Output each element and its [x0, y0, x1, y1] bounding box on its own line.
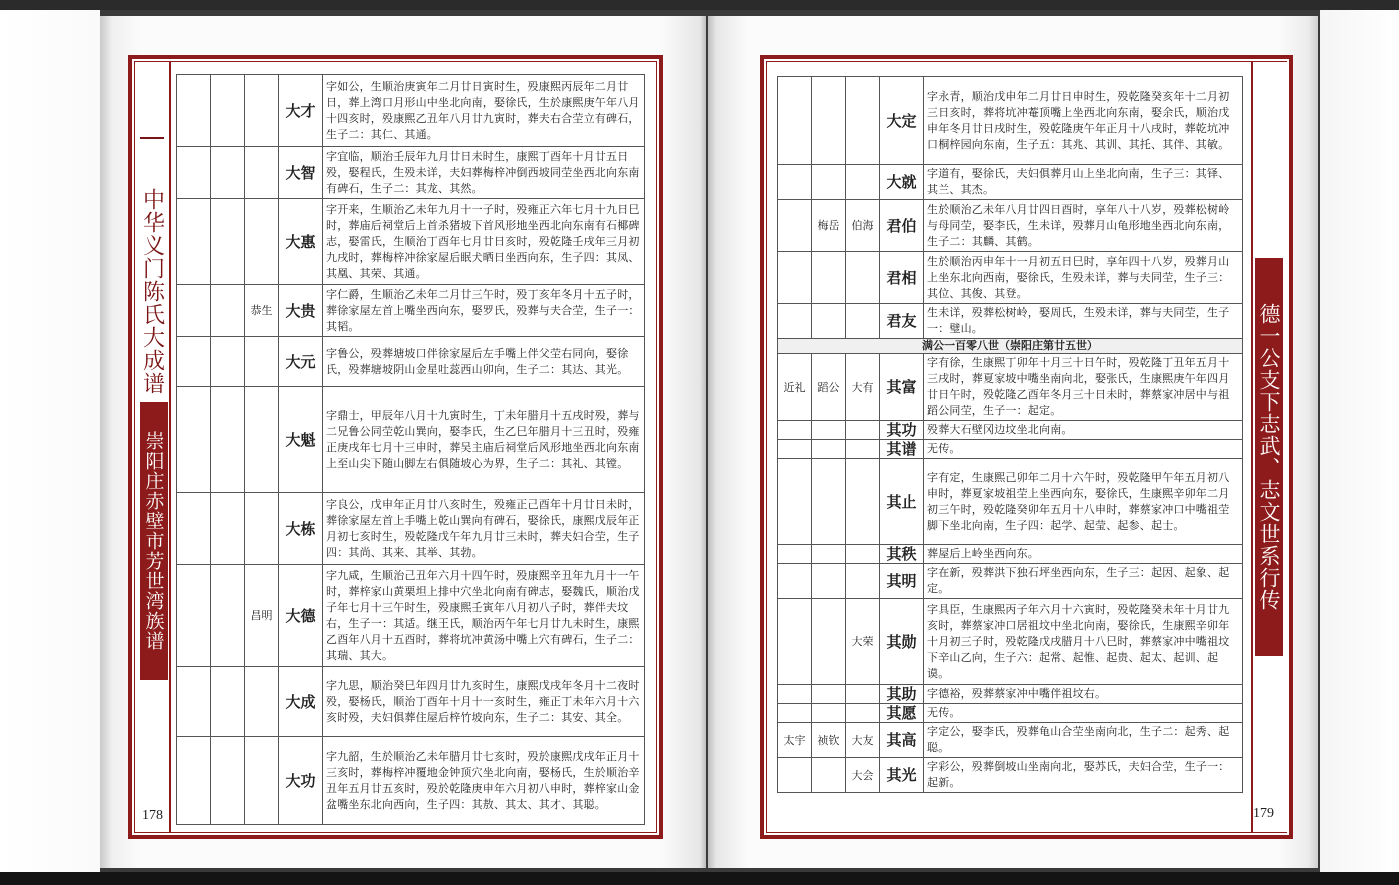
right-spine-title: 德一公支下志武、志文世系行传 — [1257, 303, 1281, 611]
person-biography: 字九思，顺治癸巳年四月廿九亥时生，康熙戊戌年冬月十二夜时殁，娶杨氏，顺治丁酉年十月十一亥时生，雍正丁未年六月十六亥时殁，夫妇俱葬住屋后梓竹坡向东，生子二：其安、其全。 — [323, 667, 645, 737]
person-name: 大贵 — [279, 285, 323, 337]
person-name: 大元 — [279, 337, 323, 387]
gen-cell-1 — [177, 147, 211, 199]
person-name: 其高 — [880, 723, 924, 758]
table-row — [177, 285, 645, 337]
section-heading: 满公一百零八世（崇阳庄第廿五世） — [778, 339, 1243, 354]
gen-cell-1 — [778, 564, 812, 599]
person-name: 大智 — [279, 147, 323, 199]
table-row — [177, 565, 645, 667]
person-biography: 殁葬大石壁冈边坟坐北向南。 — [924, 421, 1243, 440]
gen-cell-1 — [778, 758, 812, 793]
right-spine-title-band — [1255, 258, 1283, 656]
left-spine-subtitle-band — [140, 402, 168, 680]
table-row — [778, 704, 1243, 723]
person-name: 大栋 — [279, 493, 323, 565]
gen-cell-3 — [846, 421, 880, 440]
gen-cell-2: 梅岳 — [812, 200, 846, 252]
person-name: 君友 — [880, 304, 924, 339]
gen-cell-2 — [211, 147, 245, 199]
person-name: 其功 — [880, 421, 924, 440]
table-row — [778, 354, 1243, 421]
gen-cell-3 — [245, 493, 279, 565]
table-row — [778, 599, 1243, 685]
gen-cell-3 — [846, 165, 880, 200]
person-name: 其富 — [880, 354, 924, 421]
table-row — [177, 75, 645, 147]
gen-cell-2 — [812, 685, 846, 704]
person-biography: 葬屋后上岭坐西向东。 — [924, 545, 1243, 564]
table-row — [177, 199, 645, 285]
table-row — [177, 147, 645, 199]
gen-cell-3 — [846, 459, 880, 545]
gen-cell-1 — [177, 199, 211, 285]
gen-cell-1 — [177, 387, 211, 493]
gen-cell-3 — [245, 337, 279, 387]
gen-cell-1 — [778, 252, 812, 304]
right-genealogy-table — [777, 76, 1243, 793]
gen-cell-1 — [177, 337, 211, 387]
person-biography: 字开来，生顺治乙未年九月十一子时，殁雍正六年七月十九日巳时，葬庙后祠堂后上首杀猪坡下首风形地坐西北向东南有石椰碑志，娶雷氏，生顺治丁酉年七月廿日亥时，殁乾隆壬戌年三月初九戌时，葬梅梓冲徐家屋后眠犬晒日坐西向东，生子四：其凤、其凰、其荣、其通。 — [323, 199, 645, 285]
table-row — [177, 337, 645, 387]
person-name: 其止 — [880, 459, 924, 545]
gen-cell-1 — [778, 304, 812, 339]
gen-cell-2 — [812, 704, 846, 723]
table-row — [778, 252, 1243, 304]
table-row — [177, 387, 645, 493]
left-spine-subtitle: 崇阳庄赤壁市芳世湾族谱 — [142, 431, 165, 651]
person-name: 其光 — [880, 758, 924, 793]
person-biography: 字有徐，生康熙丁卯年十月三十日午时，殁乾隆丁丑年五月十三戌时，葬夏家坡中嘴坐南向北，娶张氏，生康熙庚午年四月廿日午时，殁乾隆乙酉年冬月三十日未时，葬蔡家冲居中与祖蹈公同茔，生子一：起定。 — [924, 354, 1243, 421]
person-name: 其愿 — [880, 704, 924, 723]
gen-cell-3: 大友 — [846, 723, 880, 758]
gen-cell-1 — [177, 737, 211, 825]
table-row — [778, 564, 1243, 599]
gen-cell-2 — [211, 75, 245, 147]
person-name: 大成 — [279, 667, 323, 737]
gen-cell-2 — [812, 599, 846, 685]
person-name: 君相 — [880, 252, 924, 304]
gen-cell-1 — [778, 545, 812, 564]
person-biography: 字具臣，生康熙丙子年六月十六寅时，殁乾隆癸未年十月廿九亥时，葬蔡家冲口居祖坟中坐北向南，娶徐氏，生康熙辛卯年十月初三子时，殁乾隆戊戌腊月十八巳时，葬蔡家冲中嘴祖坟下辛山乙向，生子六：起常、起惟、起贵、起太、起训、起谟。 — [924, 599, 1243, 685]
gen-cell-3 — [846, 77, 880, 165]
person-name: 大就 — [880, 165, 924, 200]
person-biography: 字有定，生康熙己卯年二月十六午时，殁乾隆甲午年五月初八申时，葬夏家坡祖茔上坐西向东，娶徐氏，生康熙辛卯年二月初三午时，殁乾隆癸卯年五月十八申时，葬蔡家冲口中嘴祖茔脚下坐北向南，生子四：起学、起莹、起参、起士。 — [924, 459, 1243, 545]
person-biography: 生未详，殁葬松树岭，娶周氏，生殁未详，葬与夫同茔，生子一：璧山。 — [924, 304, 1243, 339]
left-page-number: 178 — [142, 808, 163, 823]
gen-cell-2 — [812, 545, 846, 564]
person-biography: 无传。 — [924, 704, 1243, 723]
gen-cell-2 — [211, 493, 245, 565]
left-genealogy-table — [176, 74, 645, 825]
gen-cell-1 — [778, 200, 812, 252]
section-heading-row — [778, 339, 1243, 354]
person-biography: 字彩公，殁葬倒坡山坐南向北，娶苏氏，夫妇合茔，生子一：起新。 — [924, 758, 1243, 793]
gen-cell-2 — [211, 337, 245, 387]
gen-cell-2 — [812, 440, 846, 459]
table-row — [177, 667, 645, 737]
person-name: 其秩 — [880, 545, 924, 564]
gen-cell-3: 大会 — [846, 758, 880, 793]
table-row — [778, 545, 1243, 564]
gen-cell-3: 伯海 — [846, 200, 880, 252]
gen-cell-3 — [846, 304, 880, 339]
gen-cell-3 — [245, 199, 279, 285]
gen-cell-1 — [778, 704, 812, 723]
gen-cell-2 — [211, 199, 245, 285]
person-biography: 字宜临，顺治壬辰年九月廿日未时生，康熙丁酉年十月廿五日殁，娶程氏，生殁未详，夫妇葬梅梓冲倒西坡同茔坐西北向东南有碑石，生子二：其龙、其然。 — [323, 147, 645, 199]
person-biography: 字仁爵，生顺治乙未年二月廿三午时，殁丁亥年冬月十五子时，葬徐家屋左首上嘴坐西向东，娶罗氏，殁葬与夫合茔，生子一：其韬。 — [323, 285, 645, 337]
gen-cell-2 — [812, 304, 846, 339]
gen-cell-2: 祯钦 — [812, 723, 846, 758]
table-row — [778, 165, 1243, 200]
person-biography: 字在新，殁葬洪下独石坪坐西向东，生子三：起因、起象、起定。 — [924, 564, 1243, 599]
gen-cell-3 — [245, 667, 279, 737]
gen-cell-2 — [812, 459, 846, 545]
gen-cell-1 — [177, 667, 211, 737]
gen-cell-2 — [812, 252, 846, 304]
gen-cell-3 — [846, 545, 880, 564]
gen-cell-3: 大荣 — [846, 599, 880, 685]
gen-cell-3 — [846, 564, 880, 599]
person-biography: 字鼎士，甲辰年八月十九寅时生，丁未年腊月十五戌时殁，葬与二兄鲁公同茔乾山巽向，娶李氏，生乙巳年腊月十三丑时，殁雍正庚戌年七月十三申时，葬吴主庙后祠堂后风形地坐西北向东南上至山尖下随山脚左右俱随坡心为界，生子二：其礼、其镗。 — [323, 387, 645, 493]
gen-cell-3 — [846, 704, 880, 723]
gen-cell-2 — [812, 421, 846, 440]
gen-cell-3 — [846, 685, 880, 704]
person-name: 大定 — [880, 77, 924, 165]
gen-cell-3: 恭生 — [245, 285, 279, 337]
person-biography: 字定公，娶李氏，殁葬龟山合茔坐南向北，生子二：起秀、起聪。 — [924, 723, 1243, 758]
gen-cell-3: 昌明 — [245, 565, 279, 667]
gen-cell-2 — [211, 387, 245, 493]
right-page-number: 179 — [1253, 806, 1274, 821]
window-top-bar — [0, 0, 1399, 10]
gen-cell-2 — [812, 165, 846, 200]
gen-cell-1 — [778, 77, 812, 165]
gen-cell-1: 太宇 — [778, 723, 812, 758]
person-biography: 无传。 — [924, 440, 1243, 459]
gen-cell-1 — [778, 459, 812, 545]
person-name: 其谱 — [880, 440, 924, 459]
table-row — [778, 200, 1243, 252]
table-row — [177, 737, 645, 825]
gen-cell-1 — [778, 421, 812, 440]
person-biography: 字九咸，生顺治己丑年六月十四午时，殁康熙辛丑年九月十一午时，葬梓家山黄栗坦上排中穴坐北向南有碑志，娶魏氏，顺治戊子年七月十三午时生，殁康熙壬寅年八月初八子时，葬伴夫坟右，生子一：其适。继王氏，顺治丙午年七月廿九未时生，康熙乙酉年八月十五酉时，葬将坑冲黄汤中嘴上穴有碑石，生子二：其瑞、其大。 — [323, 565, 645, 667]
person-biography: 字鲁公，殁葬塘坡口伴徐家屋后左手嘴上伴父茔右同向，娶徐氏，殁葬塘坡阴山金星吐蕊西山卯向，生子二：其达、其光。 — [323, 337, 645, 387]
viewer-background-right — [1320, 10, 1399, 872]
person-name: 其勋 — [880, 599, 924, 685]
person-name: 大惠 — [279, 199, 323, 285]
gen-cell-1 — [177, 285, 211, 337]
left-spine-title-box — [138, 137, 166, 445]
person-biography: 生於顺治乙未年八月廿四日酉时，享年八十八岁，殁葬松树岭与母同茔，娶李氏，生未详，殁葬月山龟形地坐西北向东南，生子二：其麟、其鹤。 — [924, 200, 1243, 252]
gen-cell-3 — [245, 737, 279, 825]
viewer-background-left — [0, 10, 100, 872]
gen-cell-1: 近礼 — [778, 354, 812, 421]
gen-cell-2 — [812, 758, 846, 793]
gen-cell-1 — [177, 75, 211, 147]
person-biography: 字九韶，生於顺治乙未年腊月廿七亥时，殁於康熙戊戌年正月十三亥时，葬梅梓冲覆地金钟顶穴坐北向南，娶杨氏，生於顺治辛丑年五月廿五亥时，殁於乾隆庚申年六月初八申时，葬梓家山金盆嘴坐东北向西向，生子四：其敖、其太、其才、其聪。 — [323, 737, 645, 825]
gen-cell-2 — [812, 77, 846, 165]
person-biography: 字道有，娶徐氏，夫妇俱葬月山上坐北向南，生子三：其铎、其兰、其杰。 — [924, 165, 1243, 200]
gen-cell-1 — [778, 685, 812, 704]
person-name: 其明 — [880, 564, 924, 599]
person-name: 大德 — [279, 565, 323, 667]
table-row — [778, 77, 1243, 165]
table-row — [778, 685, 1243, 704]
person-name: 其助 — [880, 685, 924, 704]
table-row — [177, 493, 645, 565]
gen-cell-3: 大有 — [846, 354, 880, 421]
gen-cell-1 — [177, 493, 211, 565]
right-spine — [1251, 62, 1287, 832]
gen-cell-2: 蹈公 — [812, 354, 846, 421]
person-biography: 生於顺治丙申年十一月初五日巳时，享年四十八岁，殁葬月山上坐东北向西南，娶徐氏，生殁未详，葬与夫同茔，生子三：其位、其俊、其登。 — [924, 252, 1243, 304]
person-name: 君伯 — [880, 200, 924, 252]
table-row — [778, 304, 1243, 339]
gen-cell-3 — [245, 147, 279, 199]
left-spine — [135, 62, 171, 832]
gen-cell-3 — [245, 387, 279, 493]
person-biography: 字如公，生顺治庚寅年二月廿日寅时生，殁康熙丙辰年二月廿日，葬上湾口月形山中坐北向南，娶徐氏，生於康熙庚午年八月十四亥时，殁康熙乙丑年八月廿九寅时，葬夫右合茔立有碑石，生子二：其仁、其通。 — [323, 75, 645, 147]
gen-cell-1 — [778, 165, 812, 200]
gen-cell-1 — [177, 565, 211, 667]
gen-cell-1 — [778, 599, 812, 685]
gen-cell-2 — [211, 667, 245, 737]
table-row — [778, 723, 1243, 758]
window-bottom-bar — [0, 872, 1399, 885]
gen-cell-2 — [211, 285, 245, 337]
gen-cell-3 — [245, 75, 279, 147]
table-row — [778, 421, 1243, 440]
gen-cell-2 — [211, 737, 245, 825]
gen-cell-3 — [846, 252, 880, 304]
person-biography: 字良公，戊申年正月廿八亥时生，殁雍正己酉年十月廿日未时，葬徐家屋左首上手嘴上乾山巽向有碑石，娶徐氏，康熙戊辰年正月初七亥时生，殁乾隆戊午年九月廿三未时，葬夫妇合茔，生子四：其尚、其来、其举、其勃。 — [323, 493, 645, 565]
gen-cell-1 — [778, 440, 812, 459]
table-row — [778, 459, 1243, 545]
table-row — [778, 440, 1243, 459]
person-name: 大魁 — [279, 387, 323, 493]
left-spine-title: 中华义门陈氏大成谱 — [139, 187, 165, 395]
table-row — [778, 758, 1243, 793]
person-name: 大才 — [279, 75, 323, 147]
gen-cell-3 — [846, 440, 880, 459]
gen-cell-2 — [812, 564, 846, 599]
person-name: 大功 — [279, 737, 323, 825]
person-biography: 字德裕，殁葬蔡家冲中嘴伴祖坟右。 — [924, 685, 1243, 704]
person-biography: 字永青，顺治戊申年二月廿日申时生，殁乾隆癸亥年十二月初三日亥时，葬将坑冲菴顶嘴上坐西北向东南，娶余氏，顺治戊申年冬月廿日戌时生，殁乾隆庚午年正月十八戌时，葬乾坑冲口桐梓园向东南，生子五：其兆、其训、其托、其伴、其敏。 — [924, 77, 1243, 165]
gen-cell-2 — [211, 565, 245, 667]
